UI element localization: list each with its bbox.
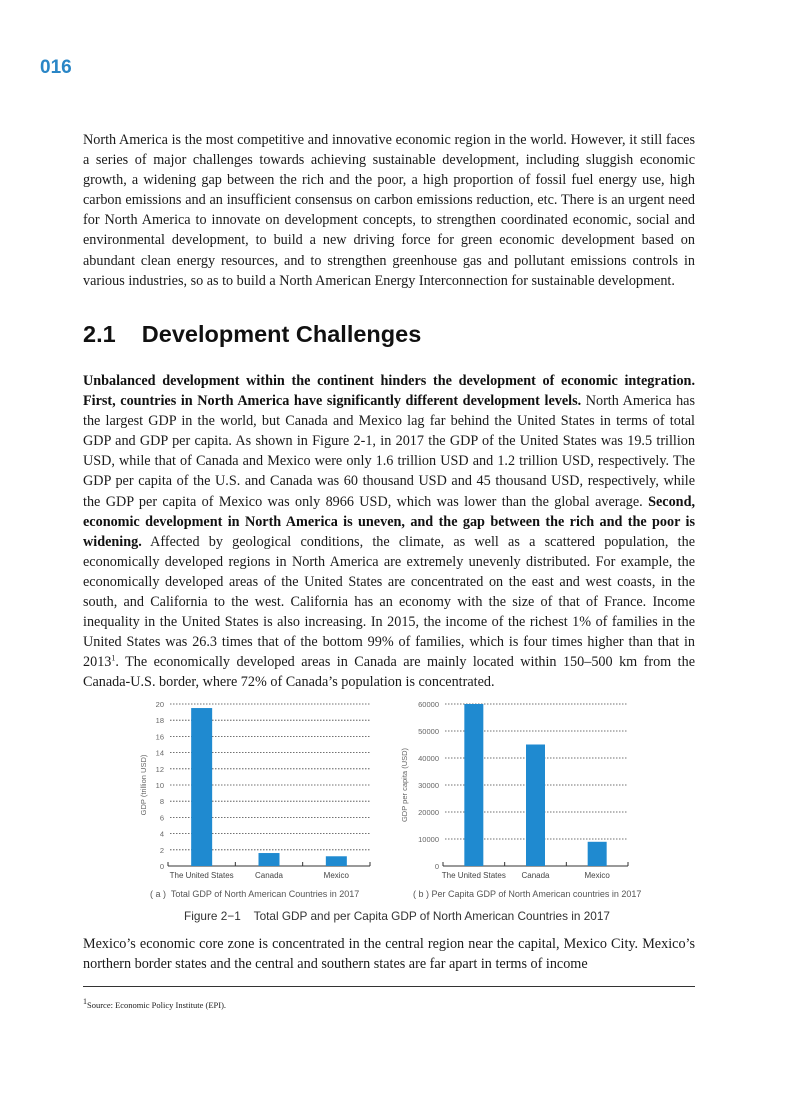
y-tick-label: 8 [159,797,164,807]
y-tick-label: 12 [155,764,164,774]
body-paragraph [83,371,695,693]
subcaption-b: ( b ) Per Capita GDP of North American countries in 2017 [413,889,642,899]
x-tick-label: Mexico [323,871,350,880]
body-text-3: . The economically developed areas in Canada are mainly located within 150–500 km from the Canada-U.S. border, where 72% of Canada’s population is concentrated. [83,654,695,691]
intro-paragraph: North America is the most competitive and innovative economic region in the world. However, it still faces a series of major challenges towards achieving sustainable development, including sluggish economic growth, a widening gap between the rich and the poor, a high proportion of fossil fuel energy use, high carbon emissions and an insufficient consensus on carbon emissions reduction, etc. There is an urgent need for North America to innovate on development concepts, to strengthen coordinated economic, social and environmental development, to build a new driving force for green economic development based on abundant clean energy resources, and to strengthen greenhouse gas and pollutant emissions controls in various industries, so as to build a North American Energy Interconnection for sustainable development. [83,132,695,289]
y-axis-label: GDP per capita (USD) [400,747,409,823]
footnote-mark: 1 [83,997,87,1007]
page-number: 016 [40,57,72,78]
bold-lead-1: Unbalanced development within the continent hinders the development of economic integration. First, countries in North America have significantly different development levels. [83,373,695,410]
figure-caption: Figure 2−1 Total GDP and per Capita GDP of North American Countries in 2017 [184,909,610,923]
bar [326,856,347,866]
x-tick-label: Canada [521,871,550,880]
y-tick-label: 20 [155,700,164,709]
y-tick-label: 60000 [418,700,439,709]
y-axis-label: GDP (trillion USD) [139,754,148,816]
y-tick-label: 6 [159,813,164,823]
section-title: Development Challenges [141,321,422,347]
bold-lead-2: Second, economic development in North America is uneven, and the gap between the rich and the poor is widening. [83,493,695,550]
bar [259,853,280,866]
section-number: 2.1 [83,321,116,347]
footnote-ref[interactable]: 1 [111,653,116,663]
y-tick-label: 30000 [418,781,439,790]
footnote-text: Source: Economic Policy Institute (EPI). [87,1000,227,1010]
gdp-per-capita-bar-chart [390,696,640,881]
y-tick-label: 40000 [418,754,439,763]
x-tick-label: Mexico [584,871,610,880]
chart-total-gdp [130,696,380,886]
y-tick-label: 18 [155,716,164,726]
chart-gdp-per-capita [390,696,640,886]
bar [588,842,607,866]
x-tick-label: The United States [441,871,506,880]
y-tick-label: 10 [155,781,164,790]
y-tick-label: 0 [159,862,164,871]
bar [191,708,212,866]
x-tick-label: Canada [254,871,284,880]
body-text-1: North America has the largest GDP in the world, but Canada and Mexico lag far behind the United States in terms of total GDP and GDP per capita. As shown in Figure 2-1, in 2017 the GDP of the United States was 19.5 trillion USD, while that of Canada and Mexico were only 1.6 trillion USD and 1.2 trillion USD, respectively. The GDP per capita of the U.S. and Canada was 60 thousand USD and 45 thousand USD, respectively, while the GDP per capita of Mexico was only 8966 USD, which was lower than the global average. [83,393,695,510]
y-tick-label: 16 [155,732,164,742]
x-tick-label: The United States [169,871,234,880]
bar [526,745,545,867]
body-text-2: Affected by geological conditions, the climate, as well as a scattered population, the economically developed regions in North America are extremely unevenly distributed. For example, the economically developed areas of the United States are concentrated on the east and west coasts, in the south, and California to the west. California has an economy with the size of that of France. Income inequality in the United States is also increasing. In 2015, the income of the richest 1% of families in the United States was 26.3 times that of the bottom 99% of families, which is four times higher than that in 2013 [83,533,695,671]
y-tick-label: 2 [159,845,164,855]
subcaption-a: ( a ) Total GDP of North American Countries in 2017 [150,889,360,899]
closing-paragraph: Mexico’s economic core zone is concentrated in the central region near the capital, Mexico City. Mexico’s northern border states and the central and southern states are far apart in terms of income [83,936,695,973]
y-tick-label: 50000 [418,727,439,736]
bar [464,704,483,866]
total-gdp-bar-chart [130,696,380,881]
y-tick-label: 14 [155,748,164,758]
y-tick-label: 4 [159,829,164,839]
section-heading [83,321,421,348]
y-tick-label: 0 [434,862,439,871]
y-tick-label: 20000 [418,808,439,817]
footnote-divider [83,986,695,987]
y-tick-label: 10000 [418,835,439,844]
footnote [83,997,227,1010]
